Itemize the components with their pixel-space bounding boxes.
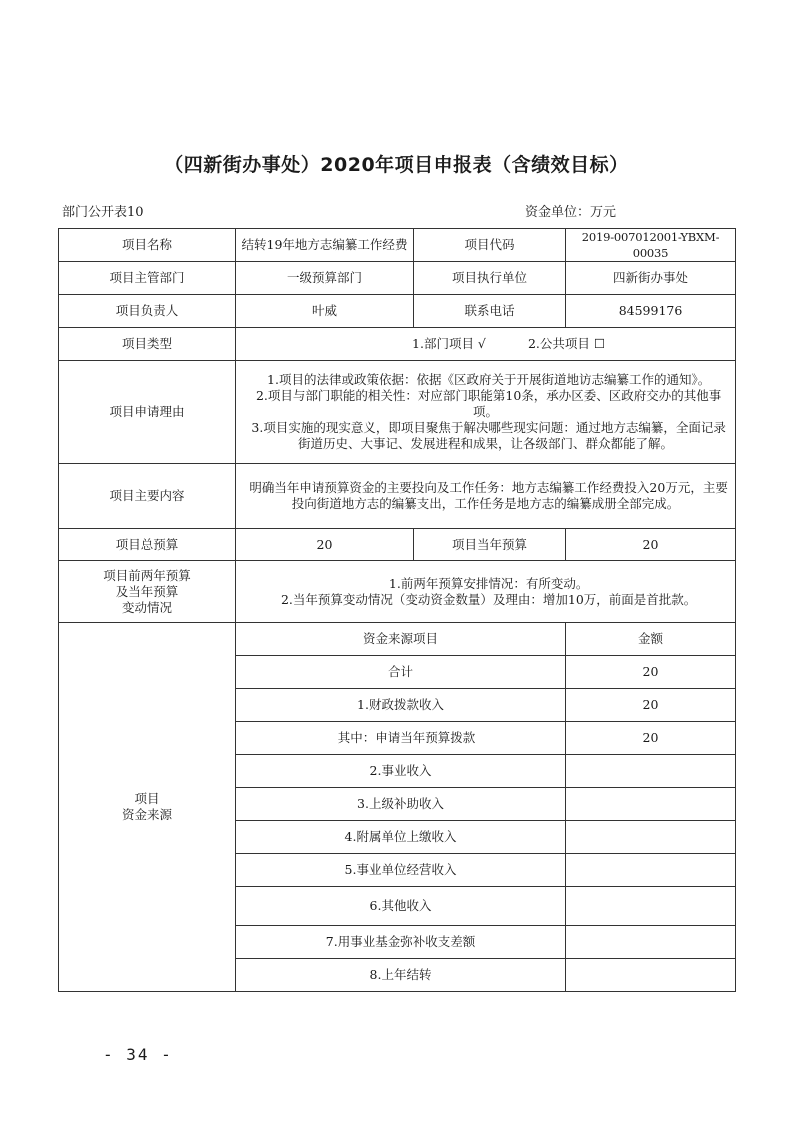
funding-item-amount: [566, 821, 736, 854]
application-reason-label: 项目申请理由: [59, 361, 236, 464]
budget-change-line: 1.前两年预算安排情况：有所变动。: [388, 575, 589, 591]
person-in-charge-value: 叶威: [236, 295, 414, 328]
supervising-dept-label: 项目主管部门: [59, 262, 236, 295]
funding-item-header: 资金来源项目: [236, 623, 566, 656]
row-dept: [59, 262, 736, 295]
funding-section-label-line: 项目: [134, 791, 160, 806]
funding-item-amount: 20: [566, 689, 736, 722]
funding-item-label: 其中：申请当年预算拨款: [236, 722, 566, 755]
funding-item-label: 5.事业单位经营收入: [236, 854, 566, 887]
funding-item-amount: [566, 755, 736, 788]
funding-item-label: 3.上级补助收入: [236, 788, 566, 821]
application-reason-text: [236, 361, 736, 464]
page-number: - 34 -: [103, 1045, 173, 1064]
budget-change-label-line: 项目前两年预算: [103, 567, 191, 583]
budget-change-label-line: 变动情况: [121, 599, 172, 615]
supervising-dept-value: 一级预算部门: [236, 262, 414, 295]
funding-item-amount: [566, 926, 736, 959]
reason-line: 2.项目与部门职能的相关性：对应部门职能第10条，承办区委、区政府交办的其他事项。: [255, 388, 722, 419]
budget-change-text: [236, 561, 736, 623]
row-application-reason: [59, 361, 736, 464]
row-project-type: [59, 328, 736, 361]
project-type-options: [236, 328, 736, 361]
phone-label: 联系电话: [414, 295, 566, 328]
main-content-label: 项目主要内容: [59, 464, 236, 529]
row-person: [59, 295, 736, 328]
row-budget-change: [59, 561, 736, 623]
project-application-table: [58, 228, 736, 992]
main-content-paragraph: 明确当年申请预算资金的主要投向及工作任务：地方志编纂工作经费投入20万元，主要投向街道地方志的编纂支出，工作任务是地方志的编纂成册全部完成。: [249, 480, 728, 511]
funding-item-label: 2.事业收入: [236, 755, 566, 788]
public-project-checkbox[interactable]: 2.公共项目 ☐: [527, 336, 606, 351]
funding-item-amount: [566, 854, 736, 887]
row-project-name: [59, 229, 736, 262]
funding-item-label: 6.其他收入: [236, 887, 566, 926]
project-name-value: 结转19年地方志编纂工作经费: [236, 229, 414, 262]
funding-item-amount: [566, 788, 736, 821]
project-code-label: 项目代码: [414, 229, 566, 262]
budget-change-line: 2.当年预算变动情况（变动资金数量）及理由：增加10万，前面是首批款。: [280, 591, 697, 607]
row-budget: [59, 529, 736, 561]
funding-total-amount: 20: [566, 656, 736, 689]
funding-item-amount: 20: [566, 722, 736, 755]
funding-item-label: 8.上年结转: [236, 959, 566, 992]
project-name-label: 项目名称: [59, 229, 236, 262]
funding-total-label: 合计: [236, 656, 566, 689]
row-main-content: [59, 464, 736, 529]
main-content-text: [236, 464, 736, 529]
person-in-charge-label: 项目负责人: [59, 295, 236, 328]
budget-change-label-line: 及当年预算: [115, 583, 179, 599]
funding-amount-header: 金额: [566, 623, 736, 656]
currency-unit: 资金单位：万元: [525, 205, 617, 220]
phone-value: 84599176: [566, 295, 736, 328]
total-budget-value: 20: [236, 529, 414, 561]
funding-item-amount: [566, 959, 736, 992]
table-number: 部门公开表10: [62, 205, 144, 220]
dept-project-checkbox[interactable]: 1.部门项目 √: [412, 336, 486, 351]
funding-section-label-line: 资金来源: [121, 807, 172, 822]
project-type-label: 项目类型: [59, 328, 236, 361]
funding-item-label: 7.用事业基金弥补收支差额: [236, 926, 566, 959]
funding-section-label: [59, 623, 236, 992]
reason-line: 3.项目实施的现实意义，即项目聚焦于解决哪些现实问题：通过地方志编纂，全面记录街道历史、大事记、发展进程和成果，让各级部门、群众都能了解。: [251, 420, 726, 451]
executing-unit-value: 四新街办事处: [566, 262, 736, 295]
reason-line: 1.项目的法律或政策依据：依据《区政府关于开展街道地访志编纂工作的通知》。: [267, 372, 711, 387]
total-budget-label: 项目总预算: [59, 529, 236, 561]
executing-unit-label: 项目执行单位: [414, 262, 566, 295]
project-code-value: 2019-007012001-YBXM-00035: [566, 229, 736, 262]
funding-item-label: 1.财政拨款收入: [236, 689, 566, 722]
budget-change-label: [59, 561, 236, 623]
funding-header-row: [59, 623, 736, 656]
page-title: （四新街办事处）2020年项目申报表（含绩效目标）: [164, 154, 629, 176]
funding-item-amount: [566, 887, 736, 926]
current-year-budget-label: 项目当年预算: [414, 529, 566, 561]
current-year-budget-value: 20: [566, 529, 736, 561]
funding-item-label: 4.附属单位上缴收入: [236, 821, 566, 854]
